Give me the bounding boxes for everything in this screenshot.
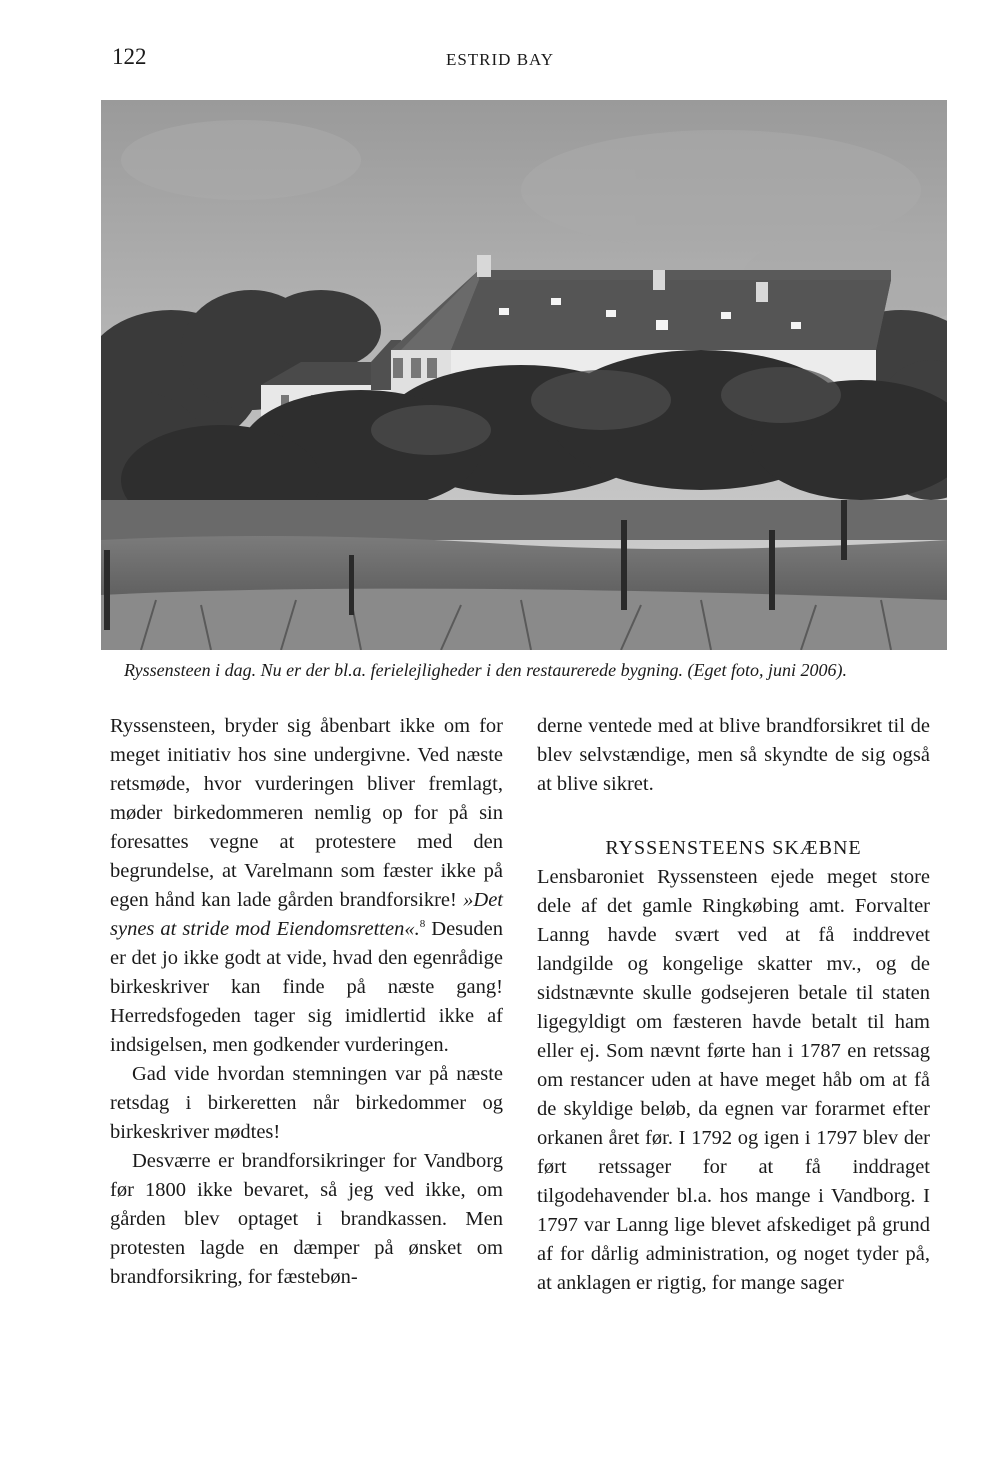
left-paragraph-1 <box>110 712 503 1060</box>
section-heading: RYSSENSTEENS SKÆBNE <box>605 837 862 859</box>
manor-photo-drawing <box>101 100 947 650</box>
right-paragraph-1: derne ventede med at blive brandforsikret til de blev selvstændige, men så skyndte de sig også at blive sikret. <box>537 715 930 795</box>
left-paragraph-3: Desværre er brandforsikringer for Vandborg før 1800 ikke bevaret, så jeg ved ikke, om gården blev optaget i brandkassen. Men protesten lagde en dæmper på ønsket om brandforsikring, for fæstebøn- <box>110 1150 503 1288</box>
manor-photo <box>101 100 947 650</box>
quoted-phrase: »Det synes at stride mod Eiendomsretten«. <box>110 889 503 940</box>
left-paragraph-1-text-b: Desuden er det jo ikke godt at vide, hvad den egenrådige birkeskriver kan finde på næste gang! Herredsfogeden tager sig imidlertid ikke af indsigelsen, men godkender vurderingen. <box>110 918 503 1056</box>
far-bank <box>101 500 947 540</box>
left-column <box>110 712 503 1292</box>
footnote-marker: 8 <box>419 918 426 931</box>
page-number: 122 <box>112 44 147 69</box>
left-paragraph-1-text-a: Ryssensteen, bryder sig åbenbart ikke om for meget initiativ hos sine undergivne. Ved næste retsmøde, hvor vurderingen bliver fremlagt, møder birkedommeren nemlig op for på sin foresattes vegne at protestere med den begrundelse, at Varelmann som fæster ikke på egen hånd kan lade gården brandforsikre! <box>110 715 503 911</box>
figure-caption: Ryssensteen i dag. Nu er der bl.a. ferielejligheder i den restaurerede bygning. (Eget foto, juni 2006). <box>124 660 848 680</box>
right-paragraph-2: Lensbaroniet Ryssensteen ejede meget store dele af det gamle Ringkøbing amt. Forvalter Lanng havde svært ved at få inddrevet landgilde og kongelige skatter mv., og de sidstnævnte skulle godsejeren betale til staten ligegyldigt om fæsteren havde betalt til ham eller ej. Som nævnt førte han i 1787 en retssag om restancer uden at have meget håb om at få de skyldige beløb, da egnen var forarmet efter orkanen året før. I 1792 og igen i 1797 blev der ført retssager for at få inddraget tilgodehavender bl.a. hos mange i Vandborg. I 1797 var Lanng lige blevet afskediget på grund af for dårlig administration, og noget tyder på, at anklagen er rigtig, for mange sager <box>537 866 930 1294</box>
right-column <box>537 712 930 1298</box>
left-paragraph-2: Gad vide hvordan stemningen var på næste retsdag i birkeretten når birkedommer og birkeskriver mødtes! <box>110 1063 503 1143</box>
running-title: ESTRID BAY <box>445 50 555 69</box>
